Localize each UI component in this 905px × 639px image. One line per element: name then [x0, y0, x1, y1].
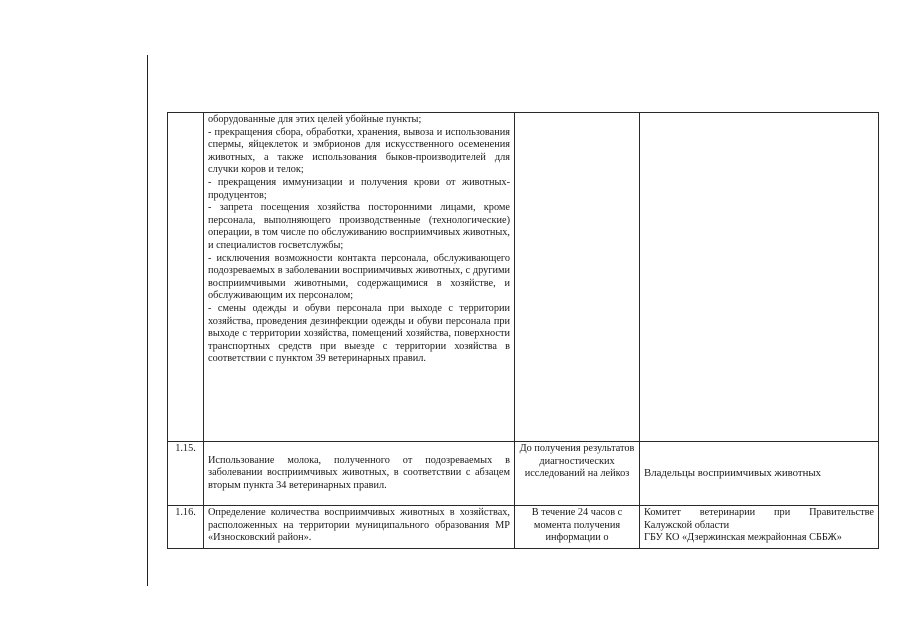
row-number-cell: 1.15. — [168, 442, 204, 506]
responsible-cell — [640, 442, 879, 506]
term-cell — [515, 113, 640, 442]
measure-paragraph: - запрета посещения хозяйства посторонними лицами, кроме персонала, выполняющего производственные (технологические) операции, в том числе по обслуживанию восприимчивых животных, и специалистов госветслужбы; — [208, 202, 510, 251]
term-cell: В течение 24 часов с момента получения информации о — [515, 506, 640, 549]
responsible-party: Владельцы восприимчивых животных — [644, 467, 822, 480]
page-margin-line — [147, 55, 148, 586]
row-number-cell — [168, 113, 204, 442]
table-row — [168, 506, 879, 549]
measure-paragraph: оборудованные для этих целей убойные пункты; — [208, 114, 422, 125]
measures-table — [167, 112, 879, 549]
measure-paragraph: - прекращения иммунизации и получения крови от животных-продуцентов; — [208, 176, 510, 201]
responsible-cell — [640, 506, 879, 549]
responsible-party: Комитет ветеринарии при Правительстве Калужской области — [644, 507, 874, 531]
table-row — [168, 442, 879, 506]
term-cell: До получения результатов диагностических исследований на лейкоз — [515, 442, 640, 506]
measure-description-cell: Определение количества восприимчивых животных в хозяйствах, расположенных на территории муниципального образования МР «Износковский район». — [204, 506, 515, 549]
measure-paragraph: - исключения возможности контакта персонала, обслуживающего подозреваемых в заболевании восприимчивых животных, с другими восприимчивыми животными, содержащимися в хозяйстве, и обслуживающим их персоналом; — [208, 252, 510, 302]
table-row-continuation — [168, 113, 879, 442]
measure-paragraph: - смены одежды и обуви персонала при выходе с территории хозяйства, проведения дезинфекции одежды и обуви персонала при выходе с территории хозяйства, помещений хозяйства, поверхности транспортных средств при выезде с территории хозяйства в соответствии с пунктом 39 ветеринарных правил. — [208, 302, 510, 365]
row-number-cell: 1.16. — [168, 506, 204, 549]
measure-description-cell: Использование молока, полученного от подозреваемых в заболевании восприимчивых животных, в соответствии с абзацем вторым пункта 34 ветеринарных правил. — [204, 442, 515, 506]
measure-description-cell — [204, 113, 515, 442]
responsible-cell — [640, 113, 879, 442]
measure-paragraph: - прекращения сбора, обработки, хранения, вывоза и использования спермы, яйцеклеток и эмбрионов для искусственного осеменения животных, а также использования быков-производителей для случки коров и телок; — [208, 126, 510, 176]
responsible-party: ГБУ КО «Дзержинская межрайонная СББЖ» — [644, 532, 842, 544]
